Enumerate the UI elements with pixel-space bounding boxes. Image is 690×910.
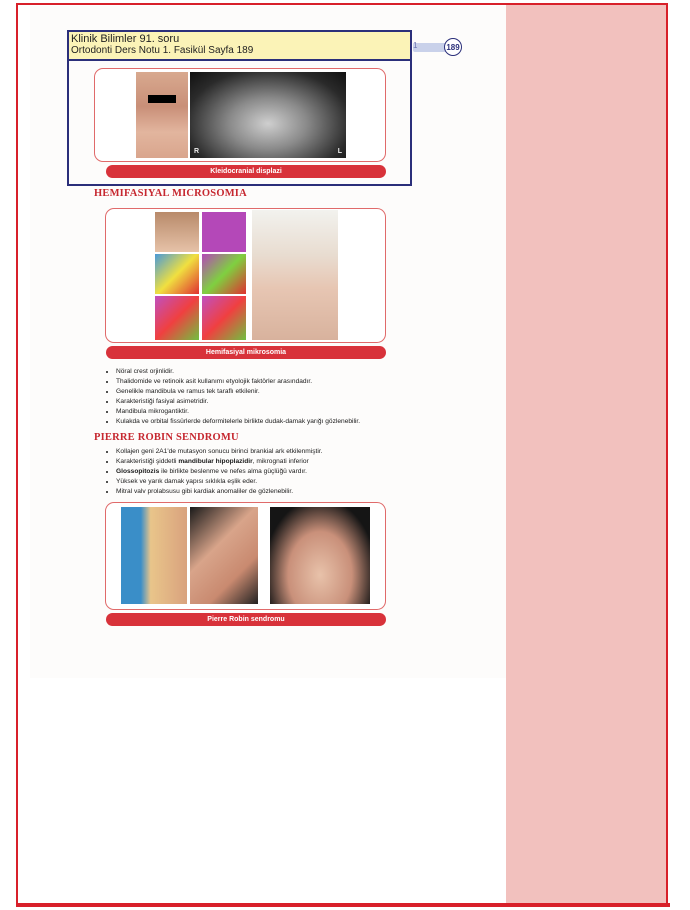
page-tab-mark: 1 (413, 41, 418, 50)
list-item: • Nöral crest orjinlidir. (116, 367, 360, 377)
list-item (116, 467, 323, 477)
facial-scan-1 (202, 212, 246, 252)
bottom-border-bar (16, 903, 670, 907)
blonde-child-photo (252, 210, 338, 340)
bullet-text: Mitral valv prolabsusu gibi kardiak anomaliler de gözlenebilir. (116, 488, 294, 495)
bullet-text: Yüksek ve yarık damak yapısı sıklıkla eşlik eder. (116, 478, 258, 485)
profile-photo-infant (190, 507, 258, 604)
figure-caption-pierre-robin: Pierre Robin sendromu (106, 613, 386, 626)
skull-scan-4 (202, 296, 246, 340)
bold-term: mandibular hipoplazidir (178, 458, 253, 465)
skull-scan-1 (155, 254, 199, 294)
page-number: 189 (444, 38, 462, 56)
infant-cleft-palate-photo (270, 507, 370, 604)
list-item: • Thalidomide ve retinoik asit kullanımı etyolojik faktörler arasındadır. (116, 377, 360, 387)
list-item: • Kulakda ve orbital fissürlerde deformitelerle birlikte dudak-damak yarığı gözlenebilir. (116, 417, 360, 427)
figure-caption-hemifasiyal: Hemifasiyal mikrosomia (106, 346, 386, 359)
annotation-subtitle: Ortodonti Ders Notu 1. Fasikül Sayfa 189 (71, 45, 254, 56)
section-heading-pierre-robin: PIERRE ROBIN SENDROMU (94, 432, 239, 443)
xray-right-marker: L (337, 148, 342, 155)
list-item: • Mandibula mikrogantiktir. (116, 407, 360, 417)
list-item (116, 487, 323, 497)
list-item (116, 457, 323, 467)
skull-scan-2 (202, 254, 246, 294)
list-item (116, 477, 323, 487)
section-heading-hemifasiyal: HEMIFASIYAL MICROSOMIA (94, 188, 247, 199)
annotation-title: Klinik Bilimler 91. soru (71, 33, 180, 45)
bullet-text: Kollajen geni 2A1'de mutasyon sonucu birinci brankial ark etkilenmiştir. (116, 448, 323, 455)
bullet-text: ile birlikte beslenme ve nefes alma güçlüğü vardır. (159, 468, 307, 475)
list-item: • Genelikle mandibula ve ramus tek taraflı etkilenir. (116, 387, 360, 397)
skull-scan-3 (155, 296, 199, 340)
list-item: • Karakteristiği fasiyal asimetridir. (116, 397, 360, 407)
xray-left-marker: R (194, 148, 200, 155)
clinical-photo-1 (155, 212, 199, 252)
figure-caption-kleidocranial: Kleidocranial displazi (106, 165, 386, 178)
bullet-text: Karakteristiği şiddetli (116, 458, 179, 465)
hemifasiyal-bullet-list (104, 367, 360, 427)
bold-term: Glossopitozis (116, 468, 160, 475)
profile-photo-child (121, 507, 187, 604)
bullet-text: , mikrognati inferior (252, 458, 309, 465)
list-item (116, 447, 323, 457)
pierre-robin-bullet-list (104, 447, 323, 497)
page-tab (413, 43, 448, 52)
